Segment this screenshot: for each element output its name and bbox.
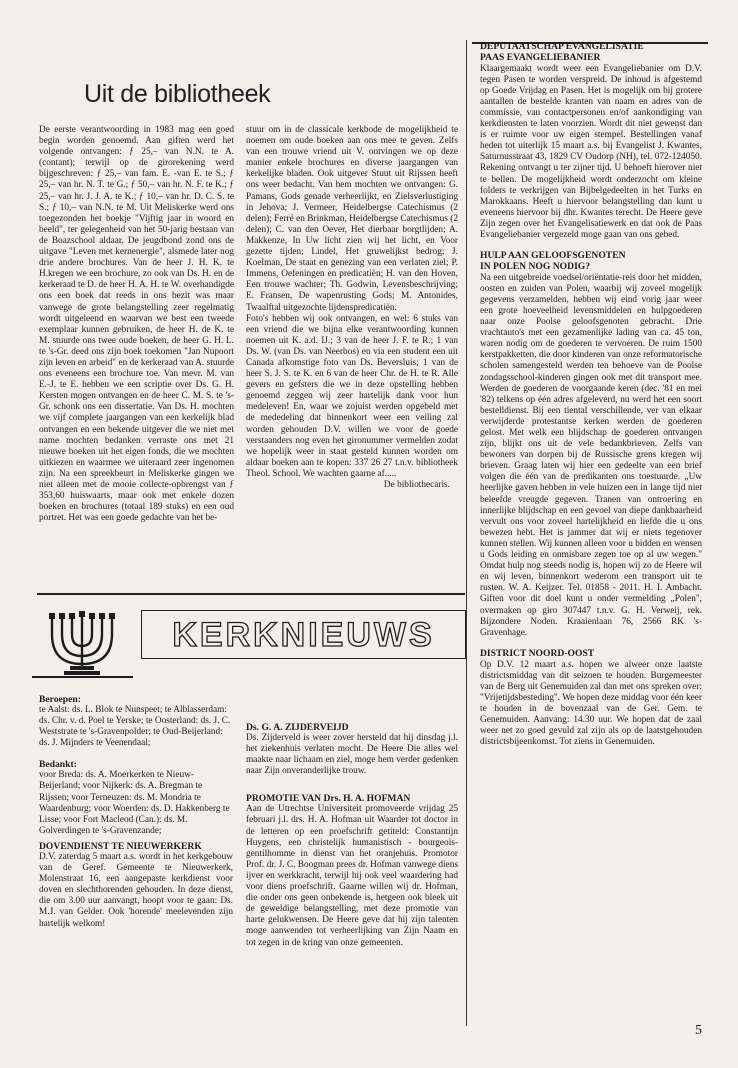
column-divider — [466, 40, 467, 1026]
polen-article — [480, 251, 702, 639]
library-column-2 — [246, 125, 458, 491]
bedankt-title: Bedankt: — [39, 759, 77, 771]
deputaatschap-title-2: PAAS EVANGELIEBANIER — [480, 51, 601, 63]
menorah-icon — [30, 608, 135, 682]
library-column-1 — [39, 125, 234, 524]
library-paragraph-3: Foto's hebben wij ook ontvangen, en wel: 6 stuks van een vriend die we bijna elke verantwoording kunnen noemen uit K. a.d. IJ.; 3 van de heer J. F. te R.; 1 van Ds. W. (van Ds. van Neerbos) en via een student een uit Canada afkomstige foto van Ds. Beversluis; 1 van de heer S. J. S. te K. en 6 van de heer Chr. de H. te R. Alle gevers en gefsters die we in deze opstelling hebben genoemd zeggen wij zeer hartelijk dank voor hun medeleven! En, waar we zojuist werden opgebeld met de mededeling dat binnenkort weer een veiling zal worden gehouden D.V. willen we voor de goede verstaanders nog even het gironummer vermelden zodat we hopelijk weer in staat gesteld kunnen worden om aldaar boeken aan te kopen: 337 26 27 t.n.v. bibliotheek Theol. School. We wachten gaarne af..... — [246, 313, 458, 479]
right-column — [480, 42, 702, 754]
library-paragraph-2: stuur om in de classicale kerkbode de mogelijkheid te noemen om oude boeken aan ons mee te geven. Zelfs van een trouwe vriend uit V. ontvingen we op deze manier enkele brochures en diverse jaargangen van kerkelijke bladen. Ook uitgever Stuut uit Rijssen heeft ons weer bedacht. Van hem mochten we ontvangen: G. Pamans, Gods genade verheerlijkt, en Zielsverlustiging in Jehova; J. Vermeer, Heidelbergse Catechismus (2 delen); Ferré en Brinkman, Heidelbergse Catechismus (2 delen); C. van den Oever, Het dierbaar borgtlijden; A. Makkenze, In Uw licht zien wij het licht, en Voor gezette tijden; Lindel, Het gruwelijkst bedrog; J. Koelman, De staat en genezing van een verlaten ziel; P. Immens, Oefeningen en predicatiën; H. van den Hoven, Een trouwe wachter; Th. Godwin, Levensbeschrijving; E. Fransen, De wapenrusting Gods; M. Antonides, Twaalftal uitgezochte lijdenspredicatiën. — [246, 125, 458, 313]
library-heading: Uit de bibliotheek — [84, 80, 271, 108]
library-signature: De bibliothecaris. — [383, 480, 450, 490]
kerknieuws-banner: KERKNIEUWS — [172, 616, 435, 654]
district-article — [480, 649, 702, 749]
kerknieuws-column-1 — [39, 694, 233, 930]
promotie-text: Aan de Utrechtse Universiteit promoveerde vrijdag 25 februari j.l. drs. H. A. Hofman uit Waarder tot doctor in de letteren op een proefschrift getiteld: Constantijn Huygens, een christelijk humanistisch - bourgeois-gentilhomme in dienst van het oranjehuis. Promotor Prof. dr. J. C. Boogman prees dr. Hofman vanwege diens ijver en werkkracht, terwijl hij ook veel waardering had voor diens proefschrift. Gaarne willen wij dr. Hofman, die onder ons geen onbekende is, hetgeen ook bleek uit de geweldige belangstelling, met deze promotie van harte gelukwensen. De Heere geve dat hij zijn talenten moge aanwenden tot verheerlijking van Zijn Naam en tot zegen in de kring van onze gemeenten. — [246, 804, 458, 948]
library-paragraph-1: De eerste verantwoording in 1983 mag een goed begin worden genoemd. Aan giften werd het volgende ontvangen: ƒ 25,– van N.N. te A. (contant); terwijl op de girorekening werd bijgeschreven: ƒ 25,– van fam. E. -van E. te S.; ƒ 25,– van hr. N. T. te G.; ƒ 50,– van hr. N. F. te K.; ƒ 25,– van hr. J. J. A. te K.; ƒ 10,– van hr. D. C. S. te S.; ƒ 10,– van N.N. te M. Uit Meliskerke werd ons toegezonden het boekje "Vijftig jaar in woord en beeld", ter gelegenheid van het 50-jarig bestaan van de Boazschool aldaar. De jeugdbond zond ons de uitgave "Leven met kernenergie", alsmede later nog drie andere brochures. Van de heer J. H. K. te H.kregen we een brochure, zo ook van Ds. H. en de kerkeraad te D. de heer H. A. H. te W. overhandigde ons een boek dat reeds in ons bezit was maar vanwege de grote belangstelling zeer regelmatig wordt uitgeleend en waarvan we best een tweede exemplaar kunnen gebruiken, de heer H. de K. te M. stuurde ons twee oude boeken, de heer G. H. L. te 's-Gr. deed ons zijn boek toekomen "Jan Nupoort zijn leven en arbeid" en de kerkeraad van A. stuurde ons eveneens een brochure toe. Van mevr. M. van E.-J. te E. hebben we een scriptie over Ds. G. H. Kersten mogen ontvangen en de heer C. M. S. te 's-Gr. schonk ons een dissertatie. Van Ds. H. mochten we vijf complete jaargangen van een kerkelijk blad ontvangen en een bekende uitgever die we niet met name mochten bedanken verraste ons met 21 nieuwe boeken uit het eigen fonds, die we mochten uitkiezen en waarmee we uiteraard zeer ingenomen zijn. Na een spreekbeurt in Meliskerke gingen we niet alleen met de mooie collecte-opbrengst van ƒ 353,60 huiswaarts, maar ook met enkele dozen boeken en brochures (totaal 189 stuks) en een oud portret. Het was een goede gedachte van het be- — [39, 125, 234, 524]
zijderveld-title: Ds. G. A. ZIJDERVEIJD — [246, 722, 349, 733]
bedankt-text: voor Breda: ds. A. Moerkerken te Nieuw-Beijerland; voor Nijkerk: ds. A. Bregman te Rijssen; voor Terneuzen: ds. M. Mondria te Waardenburg; voor Woerden: ds. D. Hakkenberg te Lisse; voor Fort Macleod (Can.): ds. M. Golverdingen te 's-Gravenzande; — [39, 770, 230, 836]
doventienst-title: DOVENDIENST TE NIEUWERKERK — [39, 840, 202, 852]
zijderveld-text: Ds. Zijderveld is weer zover hersteld dat hij dinsdag j.l. het ziekenhuis verlaten mocht. De Heere Die alles wel maakte naar lichaam en ziel, moge hem verder gedenken naar Zijn onveranderlijke trouw. — [246, 733, 458, 777]
polen-text: Na een uitgebreide voedsel/oriëntatie-reis door het midden, oosten en zuiden van Polen, waarbij wij zoveel mogelijk gegevens verzamelden, hebben wij eind vorig jaar weer een grote hoeveelheid levensmiddelen en hulpgoederen naar onze Poolse geloofsgenoten gebracht. Drie vrachtauto's met een gezamenlijke lading van ca. 45 ton, waren nodig om de goederen te vervoeren. De ruim 1500 kerstpakketten, die door kinderen van onze reformatorische scholen samengesteld werden ten behoeve van de Poolse zondagsschool-kinderen gingen ook met dit transport mee. Werden de goederen de voorgaande keren (dec. '81 en mei '82) telkens op één adres afgeleverd, nu werd het een soort bestelldienst. Bij een tiental verschillende, ver van elkaar verwijderde protestantse kerken werden de goederen gelost. Met welk een blijdschap de goederen ontvangen zijn, blijkt ons uit de vele bedankbrieven. Zelfs van bewoners van dorpen bij de Russische grens kregen wij brieven. Graag laten wij hier een gedeelte van een brief volgen die één van de predikanten ons toestuurde. „Uw heerlijke gaven hebben in vele huizen een in lange tijd niet beleefde vreugde gegeven. Tranen van ontroering en innerlijke blijdschap en een gevoel van diepe dankbaarheid vervult ons voor zoveel hartelijkheid en liefde die u ons bewezen hebt. Het is jammer dat wij er niets tegenover kunnen stellen. Wij kunnen alleen voor u bidden en wensen u Gods leiding en onmisbare zegen toe op al uw wegen." Omdat hulp nog steeds nodig is, hopen wij zo de Heere wil en wij leven, binnenkort wederom een transport uit te rusten. W. A. Keijzer. Tel. 01858 - 2011. H. I. Ambacht. Giften voor dit doel kunt u onder vermelding „Polen", overmaken op giro 307447 t.n.v. G. H. Verweij, rek. Bijzondere Noden. Kraaienlaan 76, 2566 RK 's-Gravenhage. — [480, 272, 702, 638]
beroepen-title: Beroepen: — [39, 694, 81, 705]
section-divider-rule — [37, 593, 465, 595]
deputaatschap-text: Klaargemaakt wordt weer een Evangeliebanier om D.V. tegen Pasen te worden verspreid. De inhoud is afgestemd op Goede Vrijdag en Pasen. Het is mogelijk om bij grotere aantallen de bestelde kranten van naam en adres van de commissie, van contactpersonen en/of aankondiging van kerkdiensten te laten voorzien. Wordt dit niet gewenst dan is er ruimte voor uw eigen stempel. Bestellingen vanaf heden tot uiterlijk 15 maart a.s. bij Evangelist J. Kwantes, Saturnusstraat 43, 1829 CV Oudorp (NH), tel. 072-124050. Rekening ontvangt u ter zijner tijd. U behoeft hierover niet te bellen. De mogelijkheid wordt onderzocht om kleine folders te verkrijgen van Bijbelgedeelten in het Turks en Marokkaans. Heeft u hiervoor belangstelling dan kunt u eveneens hiervoor bij dhr. Kwantes terecht. De Heere geve Zijn zegen over het Evangelisatiewerk en dat ook de Paas Evangeliebanier vergezeld moge gaan van ons gebed. — [480, 63, 702, 240]
deputaatschap-title-1: DEPUTAATSCHAP EVANGELISATIE — [480, 41, 644, 52]
polen-title-1: HULP AAN GELOOFSGENOTEN — [480, 250, 626, 262]
district-title: DISTRICT NOORD-OOST — [480, 647, 595, 659]
page-number: 5 — [695, 1023, 702, 1038]
kerknieuws-column-2 — [246, 722, 458, 949]
promotie-title: PROMOTIE VAN Drs. H. A. HOFMAN — [246, 793, 411, 805]
doventienst-text: D.V. zaterdag 5 maart a.s. wordt in het kerkgebouw van de Geref. Gemeente te Nieuwerkerk, Molenstraat 16, een aangepaste kerkdienst voor doven en slechthorenden gehouden. In deze dienst, die om 3.00 uur aanvangt, hoopt voor te gaan: Ds. M.J. van Gelder. Ook 'horende' meelevenden zijn hartelijk welkom! — [39, 851, 233, 929]
deputaatschap-article — [480, 42, 702, 241]
polen-title-2: IN POLEN NOG NODIG? — [480, 260, 591, 272]
beroepen-text: te Aalst: ds. L. Blok te Nunspeet; te Alblasserdam: ds. Chr. v. d. Poel te Yerske; te Oosterland: ds. J. C. Weststrate te 's-Gravenpolder; te Oud-Beijerland: ds. J. Mijnders te Veenendaal; — [39, 705, 231, 749]
district-text: Op D.V. 12 maart a.s. hopen we alweer onze laatste districtsmiddag van dit seizoen te houden. Burgemeester van de Berg uit Genemuiden zal dan met ons spreken over: "Vrijetijdsbesteding". We hopen deze middag voor één keer te houden in de bovenzaal van de Ger. Gem. te Genemuiden. Aanvang: 14.30 uur. We hopen dat de zaal weer net zo goed gevuld zal zijn als op de laatstgehouden districtsbijeenkomst. Tot ziens in Genemuiden. — [480, 659, 702, 748]
